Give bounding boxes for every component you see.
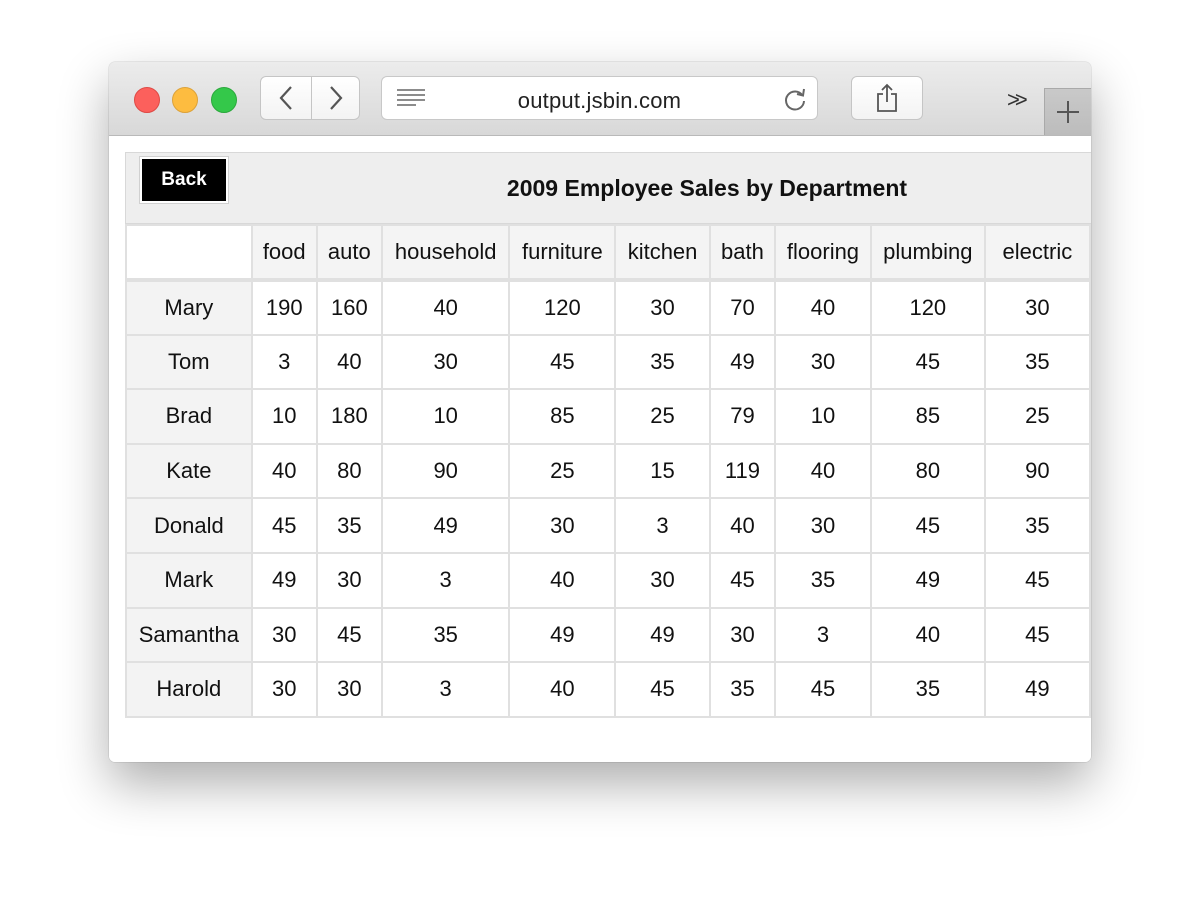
column-header: plumbing xyxy=(871,225,985,280)
table-cell: 45 xyxy=(985,608,1090,663)
table-row xyxy=(126,608,1090,663)
row-header: Kate xyxy=(126,444,252,499)
table-cell: 45 xyxy=(509,335,615,390)
column-header: kitchen xyxy=(615,225,710,280)
table-cell: 120 xyxy=(509,280,615,335)
table-cell: 30 xyxy=(985,280,1090,335)
table-corner-cell xyxy=(126,225,252,280)
table-cell: 190 xyxy=(252,280,317,335)
table-cell: 10 xyxy=(252,389,317,444)
chevron-left-icon xyxy=(278,85,294,111)
table-row xyxy=(126,280,1090,335)
sales-table xyxy=(125,224,1091,718)
row-header: Donald xyxy=(126,498,252,553)
table-cell: 30 xyxy=(615,553,710,608)
table-row xyxy=(126,444,1090,499)
table-cell: 40 xyxy=(775,444,871,499)
table-cell: 30 xyxy=(775,498,871,553)
table-cell: 49 xyxy=(509,608,615,663)
table-cell: 45 xyxy=(985,553,1090,608)
table-cell: 45 xyxy=(615,662,710,717)
new-tab-button[interactable] xyxy=(1044,88,1091,135)
table-cell: 3 xyxy=(775,608,871,663)
row-header: Mark xyxy=(126,553,252,608)
row-header: Mary xyxy=(126,280,252,335)
table-cell: 35 xyxy=(317,498,382,553)
column-header: bath xyxy=(710,225,775,280)
table-cell: 160 xyxy=(317,280,382,335)
table-cell: 49 xyxy=(871,553,985,608)
table-cell: 49 xyxy=(382,498,510,553)
url-text: output.jsbin.com xyxy=(517,88,682,113)
table-cell: 40 xyxy=(509,553,615,608)
chevron-right-icon xyxy=(328,85,344,111)
table-cell: 30 xyxy=(382,335,510,390)
table-cell: 30 xyxy=(317,662,382,717)
table-cell: 45 xyxy=(317,608,382,663)
table-cell: 35 xyxy=(382,608,510,663)
table-header-row xyxy=(126,225,1090,280)
table-cell: 40 xyxy=(710,498,775,553)
nav-back-button[interactable] xyxy=(260,76,312,120)
column-header: furniture xyxy=(509,225,615,280)
table-cell: 30 xyxy=(509,498,615,553)
page-title: 2009 Employee Sales by Department xyxy=(506,175,908,201)
share-button[interactable] xyxy=(851,76,923,120)
table-cell: 180 xyxy=(317,389,382,444)
table-cell: 79 xyxy=(710,389,775,444)
table-cell: 35 xyxy=(710,662,775,717)
table-cell: 49 xyxy=(710,335,775,390)
table-cell: 90 xyxy=(985,444,1090,499)
table-cell: 45 xyxy=(871,498,985,553)
close-window-button[interactable] xyxy=(134,87,160,113)
browser-toolbar xyxy=(109,62,1091,136)
table-cell: 40 xyxy=(317,335,382,390)
table-cell: 10 xyxy=(382,389,510,444)
share-icon xyxy=(874,83,900,113)
table-cell: 3 xyxy=(382,662,510,717)
plus-icon xyxy=(1056,100,1080,124)
column-header: household xyxy=(382,225,510,280)
table-cell: 40 xyxy=(775,280,871,335)
table-cell: 15 xyxy=(615,444,710,499)
table-row xyxy=(126,553,1090,608)
nav-forward-button[interactable] xyxy=(311,76,360,120)
table-cell: 25 xyxy=(615,389,710,444)
column-header: flooring xyxy=(775,225,871,280)
table-cell: 45 xyxy=(710,553,775,608)
reload-icon[interactable] xyxy=(783,86,807,117)
browser-window xyxy=(109,62,1091,762)
table-cell: 40 xyxy=(252,444,317,499)
table-cell: 45 xyxy=(871,335,985,390)
table-cell: 25 xyxy=(985,389,1090,444)
row-header: Samantha xyxy=(126,608,252,663)
table-cell: 30 xyxy=(252,608,317,663)
table-row xyxy=(126,389,1090,444)
table-cell: 3 xyxy=(252,335,317,390)
table-cell: 49 xyxy=(252,553,317,608)
table-cell: 45 xyxy=(252,498,317,553)
table-cell: 30 xyxy=(775,335,871,390)
table-cell: 70 xyxy=(710,280,775,335)
table-cell: 10 xyxy=(775,389,871,444)
table-cell: 49 xyxy=(615,608,710,663)
table-body xyxy=(126,280,1090,717)
table-cell: 40 xyxy=(382,280,510,335)
table-cell: 90 xyxy=(382,444,510,499)
address-bar[interactable] xyxy=(381,76,818,120)
table-cell: 80 xyxy=(317,444,382,499)
table-cell: 35 xyxy=(985,335,1090,390)
table-cell: 85 xyxy=(509,389,615,444)
column-header: electric xyxy=(985,225,1090,280)
table-cell: 119 xyxy=(710,444,775,499)
table-cell: 30 xyxy=(710,608,775,663)
table-cell: 3 xyxy=(615,498,710,553)
row-header: Tom xyxy=(126,335,252,390)
table-cell: 30 xyxy=(317,553,382,608)
table-cell: 35 xyxy=(871,662,985,717)
table-cell: 30 xyxy=(252,662,317,717)
table-cell: 30 xyxy=(615,280,710,335)
table-cell: 80 xyxy=(871,444,985,499)
back-button[interactable]: Back xyxy=(140,157,228,203)
row-header: Brad xyxy=(126,389,252,444)
table-row xyxy=(126,498,1090,553)
table-cell: 3 xyxy=(382,553,510,608)
table-cell: 25 xyxy=(509,444,615,499)
table-cell: 40 xyxy=(871,608,985,663)
table-cell: 35 xyxy=(775,553,871,608)
table-row xyxy=(126,662,1090,717)
table-cell: 35 xyxy=(985,498,1090,553)
table-cell: 85 xyxy=(871,389,985,444)
column-header: food xyxy=(252,225,317,280)
toolbar-overflow-button[interactable]: >> xyxy=(1007,87,1023,112)
table-cell: 120 xyxy=(871,280,985,335)
table-cell: 45 xyxy=(775,662,871,717)
page-content xyxy=(109,136,1091,762)
table-cell: 40 xyxy=(509,662,615,717)
column-header: auto xyxy=(317,225,382,280)
table-cell: 49 xyxy=(985,662,1090,717)
zoom-window-button[interactable] xyxy=(211,87,237,113)
table-row xyxy=(126,335,1090,390)
minimize-window-button[interactable] xyxy=(172,87,198,113)
page-header xyxy=(125,152,1091,224)
table-cell: 35 xyxy=(615,335,710,390)
row-header: Harold xyxy=(126,662,252,717)
